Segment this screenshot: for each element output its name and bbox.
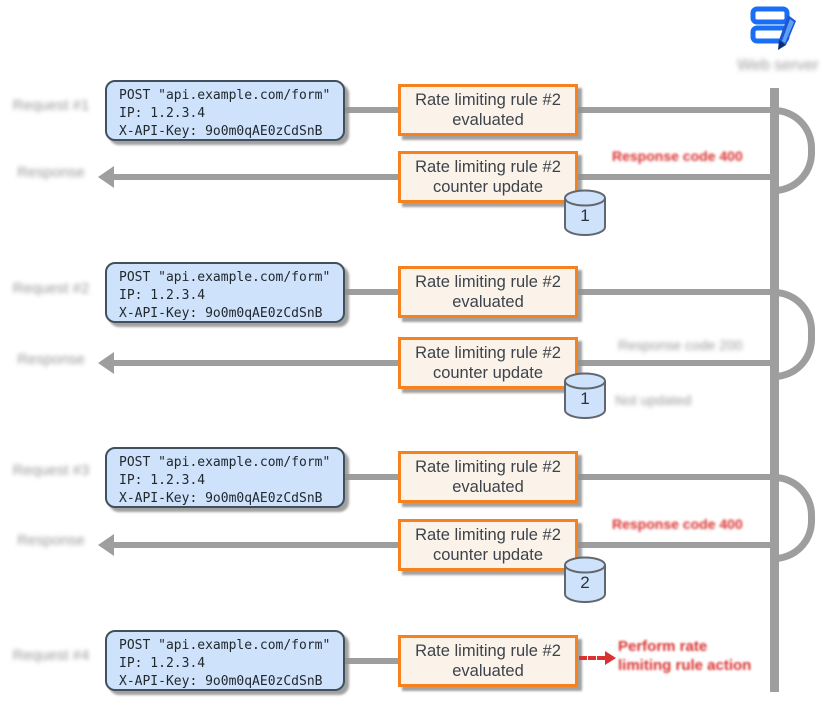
counter-update-text: Rate limiting rule #2 bbox=[415, 344, 561, 362]
form-edit-icon bbox=[750, 3, 802, 55]
server-label: Web server bbox=[737, 57, 819, 74]
counter-value: 1 bbox=[580, 389, 590, 408]
request-line-method: POST "api.example.com/form" bbox=[119, 88, 331, 103]
counter-update-text: Rate limiting rule #2 bbox=[415, 526, 561, 544]
request-3-box bbox=[105, 447, 345, 508]
request-3-label: Request #3 bbox=[12, 462, 90, 479]
response-3-label: Response bbox=[17, 532, 85, 549]
request-line-apikey: X-API-Key: 9o0m0qAE0zCdSnB bbox=[119, 491, 323, 506]
period-arc-3 bbox=[774, 474, 815, 562]
counter-update-text2: counter update bbox=[432, 364, 544, 382]
rule-evaluated-text2: evaluated bbox=[452, 111, 524, 129]
rule-evaluated-text: Rate limiting rule #2 bbox=[415, 273, 561, 291]
period-arc-1 bbox=[774, 107, 815, 194]
rule-evaluated-text2: evaluated bbox=[452, 293, 524, 311]
response-1-arrowhead bbox=[98, 166, 114, 188]
request-line-method: POST "api.example.com/form" bbox=[119, 638, 331, 653]
response-2-label: Response bbox=[17, 351, 85, 368]
rule-evaluated-text: Rate limiting rule #2 bbox=[415, 458, 561, 476]
request-4-line bbox=[345, 658, 398, 664]
rule-evaluated-box-4 bbox=[398, 635, 578, 687]
mitigation-dashed-line bbox=[579, 656, 605, 660]
counter-database-2 bbox=[562, 372, 608, 420]
counter-update-box-3 bbox=[398, 519, 578, 571]
request-line-apikey: X-API-Key: 9o0m0qAE0zCdSnB bbox=[119, 306, 323, 321]
counter-update-text2: counter update bbox=[432, 546, 544, 564]
request-line-ip: IP: 1.2.3.4 bbox=[119, 106, 206, 121]
mitigation-arrowhead bbox=[605, 651, 616, 665]
counter-update-box-2 bbox=[398, 337, 578, 389]
period-arc-2 bbox=[774, 289, 815, 380]
response-code-note-3: Response code 400 bbox=[612, 516, 743, 532]
counter-value: 2 bbox=[580, 573, 590, 592]
perform-action-note bbox=[618, 637, 751, 675]
request-1-box bbox=[105, 80, 345, 141]
request-line-method: POST "api.example.com/form" bbox=[119, 455, 331, 470]
request-line-ip: IP: 1.2.3.4 bbox=[119, 288, 206, 303]
request-line-apikey: X-API-Key: 9o0m0qAE0zCdSnB bbox=[119, 674, 323, 689]
response-3-arrowhead bbox=[98, 534, 114, 556]
rule-evaluated-text: Rate limiting rule #2 bbox=[415, 91, 561, 109]
response-1-label: Response bbox=[17, 164, 85, 181]
request-1-label: Request #1 bbox=[12, 97, 90, 114]
perform-action-line1: Perform rate bbox=[618, 638, 708, 655]
request-2-box bbox=[105, 262, 345, 323]
request-line-method: POST "api.example.com/form" bbox=[119, 270, 331, 285]
rule-evaluated-box-3 bbox=[398, 451, 578, 503]
counter-database-3 bbox=[562, 556, 608, 604]
request-4-box bbox=[105, 630, 345, 691]
rule-evaluated-box-2 bbox=[398, 266, 578, 318]
request-line-ip: IP: 1.2.3.4 bbox=[119, 656, 206, 671]
counter-not-updated-note: Not updated bbox=[615, 392, 692, 408]
request-line-apikey: X-API-Key: 9o0m0qAE0zCdSnB bbox=[119, 124, 323, 139]
counter-update-box-1 bbox=[398, 151, 578, 203]
counter-database-1 bbox=[562, 189, 608, 237]
counter-update-text: Rate limiting rule #2 bbox=[415, 158, 561, 176]
rule-evaluated-text2: evaluated bbox=[452, 478, 524, 496]
perform-action-line2: limiting rule action bbox=[618, 657, 752, 674]
request-4-label: Request #4 bbox=[12, 647, 90, 664]
response-code-note-2: Response code 200 bbox=[618, 337, 743, 353]
response-2-arrowhead bbox=[98, 352, 114, 374]
rule-evaluated-text: Rate limiting rule #2 bbox=[415, 642, 561, 660]
counter-update-text2: counter update bbox=[432, 178, 544, 196]
counter-value: 1 bbox=[580, 206, 590, 225]
response-code-note-1: Response code 400 bbox=[612, 148, 743, 164]
request-2-label: Request #2 bbox=[12, 280, 90, 297]
rule-evaluated-box-1 bbox=[398, 84, 578, 136]
request-line-ip: IP: 1.2.3.4 bbox=[119, 473, 206, 488]
rule-evaluated-text2: evaluated bbox=[452, 662, 524, 680]
